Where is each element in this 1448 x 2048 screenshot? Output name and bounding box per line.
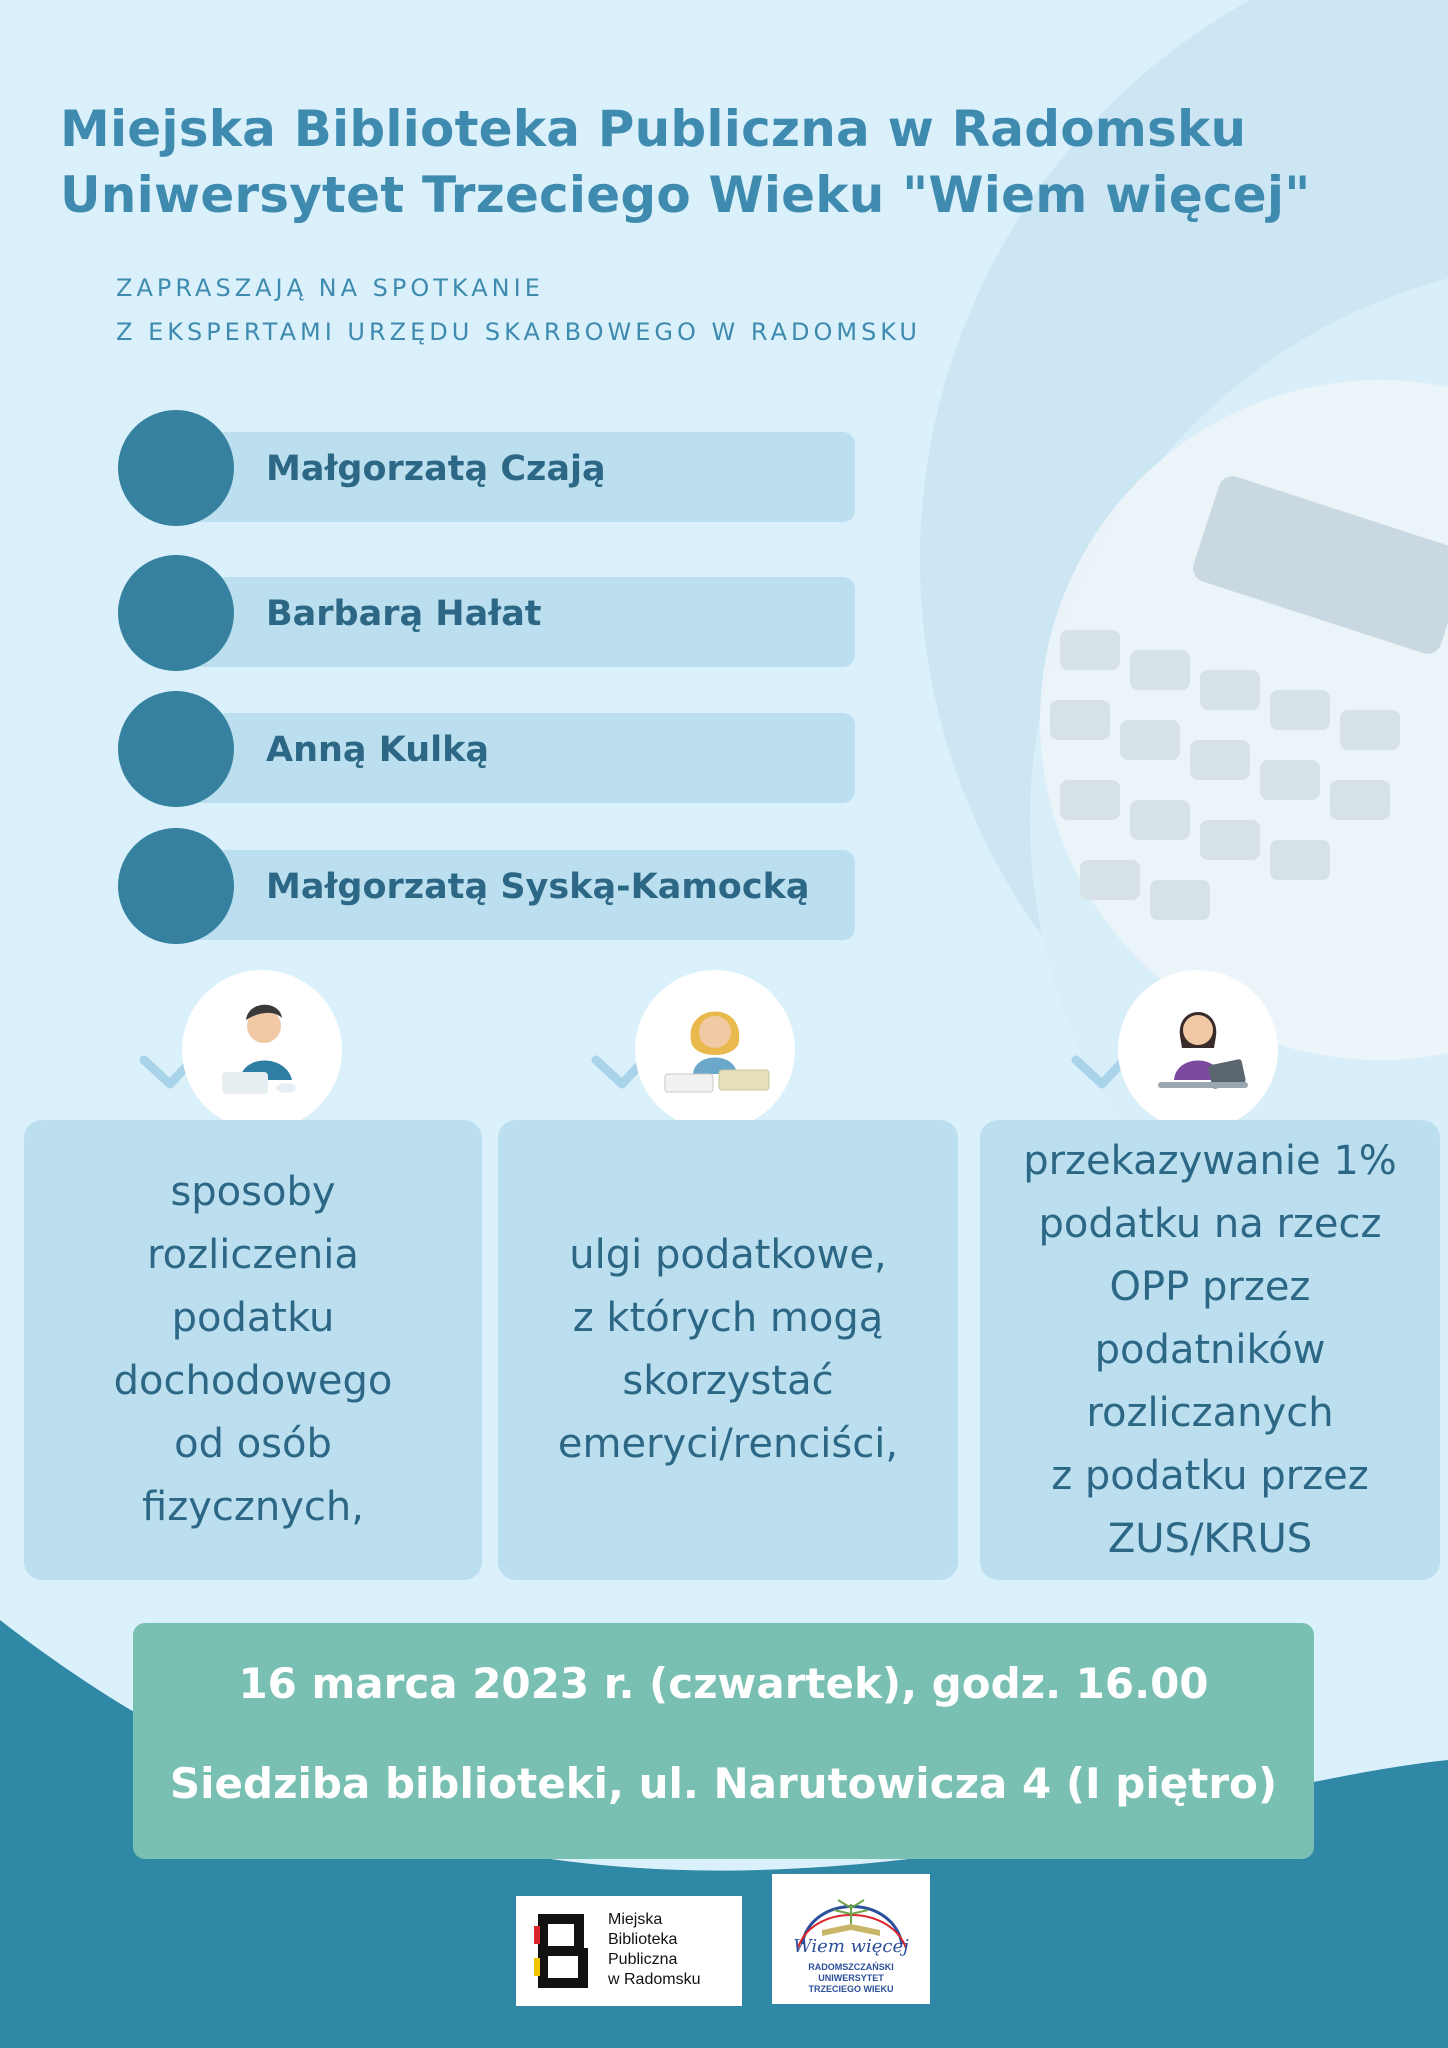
topic-card-tax-reliefs [498,1120,958,1580]
topic-text: przekazywanie 1% podatku na rzecz OPP przez podatników rozliczanych z podatku przez ZUS/KRUS [1023,1137,1397,1562]
topic-card-one-percent [980,1120,1440,1580]
page-title [60,96,1311,228]
expert-name: Barbarą Hałat [266,594,542,634]
event-place: Siedziba biblioteki, ul. Narutowicza 4 (I piętro) [169,1759,1278,1808]
title-line-1: Miejska Biblioteka Publiczna w Radomsku [60,100,1247,158]
library-logo-mark [534,1912,592,1990]
expert-item-syska-kamocka [118,828,856,944]
invitation-subtitle [116,266,921,354]
woman-studying-icon [635,970,795,1130]
expert-item-czaja [118,410,856,526]
title-line-2: Uniwersytet Trzeciego Wieku "Wiem więcej" [60,166,1311,224]
subtitle-line-1: ZAPRASZAJĄ NA SPOTKANIE [116,274,544,302]
event-info-box [133,1623,1314,1859]
expert-bullet-dot [118,828,234,944]
topic-text: sposoby rozliczenia podatku dochodowego od osób fizycznych, [113,1169,393,1530]
expert-bullet-dot [118,410,234,526]
expert-name: Anną Kulką [266,730,490,770]
event-date: 16 marca 2023 r. (czwartek), godz. 16.00 [238,1659,1209,1708]
expert-bullet-dot [118,555,234,671]
utw-logo [772,1874,930,2004]
subtitle-line-2: Z EKSPERTAMI URZĘDU SKARBOWEGO W RADOMSKU [116,318,921,346]
man-thinking-icon [182,970,342,1130]
library-logo [516,1896,742,2006]
expert-bullet-dot [118,691,234,807]
utw-logo-caption: RADOMSZCZAŃSKI UNIWERSYTET TRZECIEGO WIEKU [808,1962,894,1994]
library-logo-text: Miejska Biblioteka Publiczna w Radomsku [608,1911,701,1988]
topic-card-settlement [24,1120,482,1580]
topic-text: ulgi podatkowe, z których mogą skorzystać emeryci/renciści, [557,1232,899,1467]
expert-name: Małgorzatą Syską-Kamocką [266,867,810,907]
utw-logo-script: Wiem więcej [793,1936,909,1957]
expert-item-kulka [118,691,856,807]
expert-item-halat [118,555,856,671]
woman-laptop-icon [1118,970,1278,1130]
expert-name: Małgorzatą Czają [266,449,606,489]
